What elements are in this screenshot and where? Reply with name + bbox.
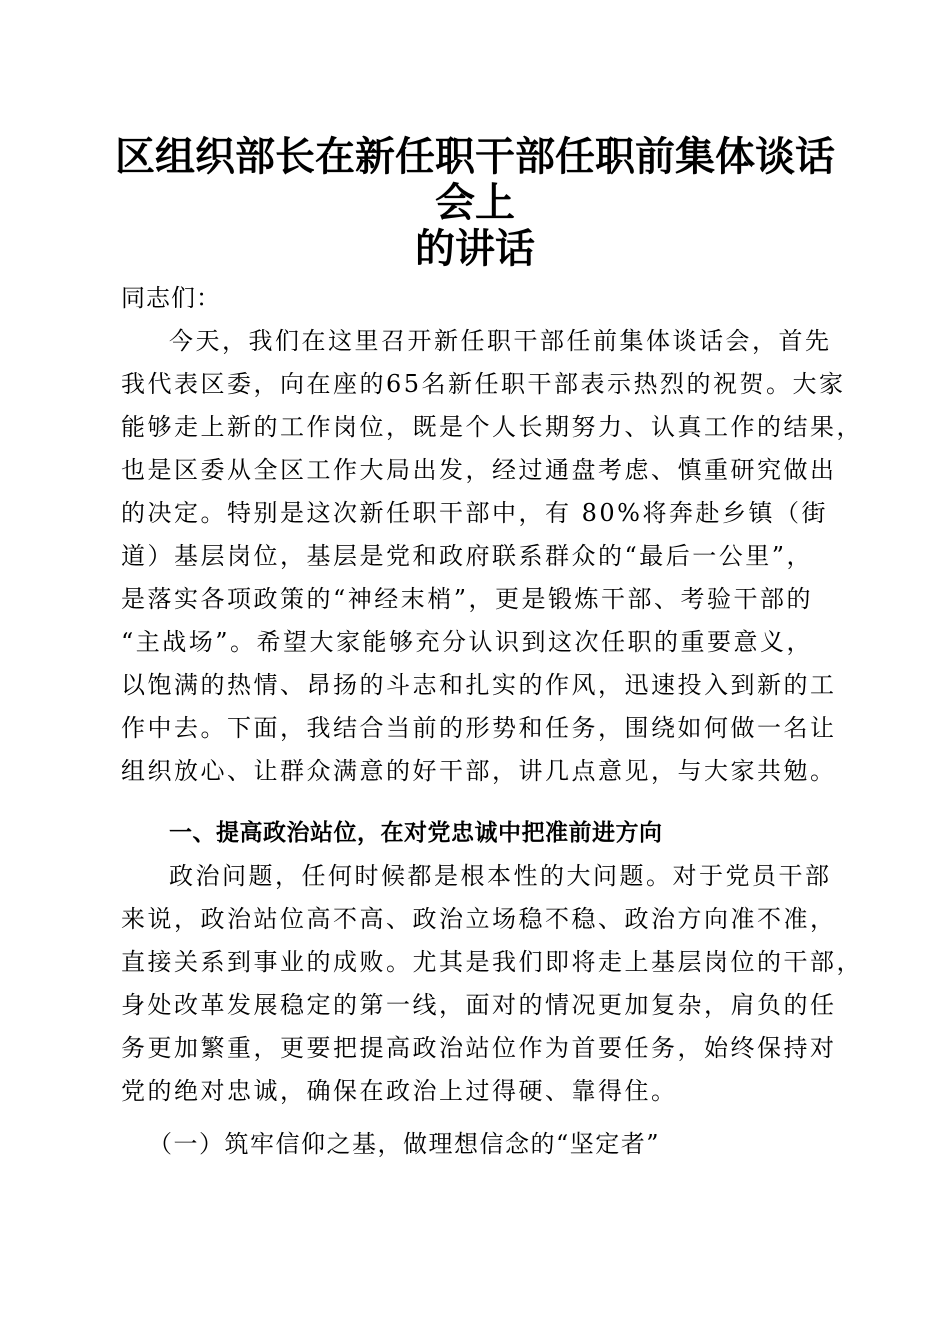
subsection-heading-1: （一）筑牢信仰之基，做理想信念的“坚定者”: [148, 1130, 661, 1158]
paragraph-line: 作中去。下面，我结合当前的形势和任务，围绕如何做一名让: [121, 714, 837, 742]
paragraph-line: 身处改革发展稳定的第一线，面对的情况更加复杂，肩负的任: [121, 991, 837, 1019]
paragraph-line: 道）基层岗位，基层是党和政府联系群众的“最后一公里”，: [121, 542, 814, 570]
paragraph-section-1: [121, 855, 863, 1113]
title-line-1: 区组织部长在新任职干部任职前集体谈话会上: [115, 133, 835, 226]
salutation: 同志们：: [121, 284, 221, 312]
paragraph-line: 的决定。特别是这次新任职干部中，有 80%将奔赴乡镇（街: [121, 499, 828, 527]
section-heading-1: 一、提高政治站位，在对党忠诚中把准前进方向: [169, 820, 663, 846]
paragraph-line: “主战场”。希望大家能够充分认识到这次任职的重要意义，: [121, 628, 814, 656]
paragraph-line: 组织放心、让群众满意的好干部，讲几点意见，与大家共勉。: [121, 757, 837, 785]
paragraph-line: 以饱满的热情、昂扬的斗志和扎实的作风，迅速投入到新的工: [121, 671, 837, 699]
paragraph-line: 能够走上新的工作岗位，既是个人长期努力、认真工作的结果，: [121, 413, 863, 441]
paragraph-line: 直接关系到事业的成败。尤其是我们即将走上基层岗位的干部，: [121, 948, 863, 976]
paragraph-line: 务更加繁重，更要把提高政治站位作为首要任务，始终保持对: [121, 1034, 837, 1062]
document-title: [110, 134, 840, 272]
paragraph-line: 今天，我们在这里召开新任职干部任前集体谈话会，首先: [169, 327, 832, 355]
paragraph-line: 党的绝对忠诚，确保在政治上过得硬、靠得住。: [121, 1077, 678, 1105]
title-line-2: 的讲话: [415, 225, 535, 272]
paragraph-intro: [121, 320, 863, 793]
paragraph-line: 来说，政治站位高不高、政治立场稳不稳、政治方向准不准，: [121, 905, 837, 933]
paragraph-line: 也是区委从全区工作大局出发，经过通盘考虑、慎重研究做出: [121, 456, 837, 484]
paragraph-line: 是落实各项政策的“神经末梢”，更是锻炼干部、考验干部的: [121, 585, 814, 613]
paragraph-line: 我代表区委，向在座的65名新任职干部表示热烈的祝贺。大家: [121, 370, 846, 398]
paragraph-line: 政治问题，任何时候都是根本性的大问题。对于党员干部: [169, 862, 832, 890]
